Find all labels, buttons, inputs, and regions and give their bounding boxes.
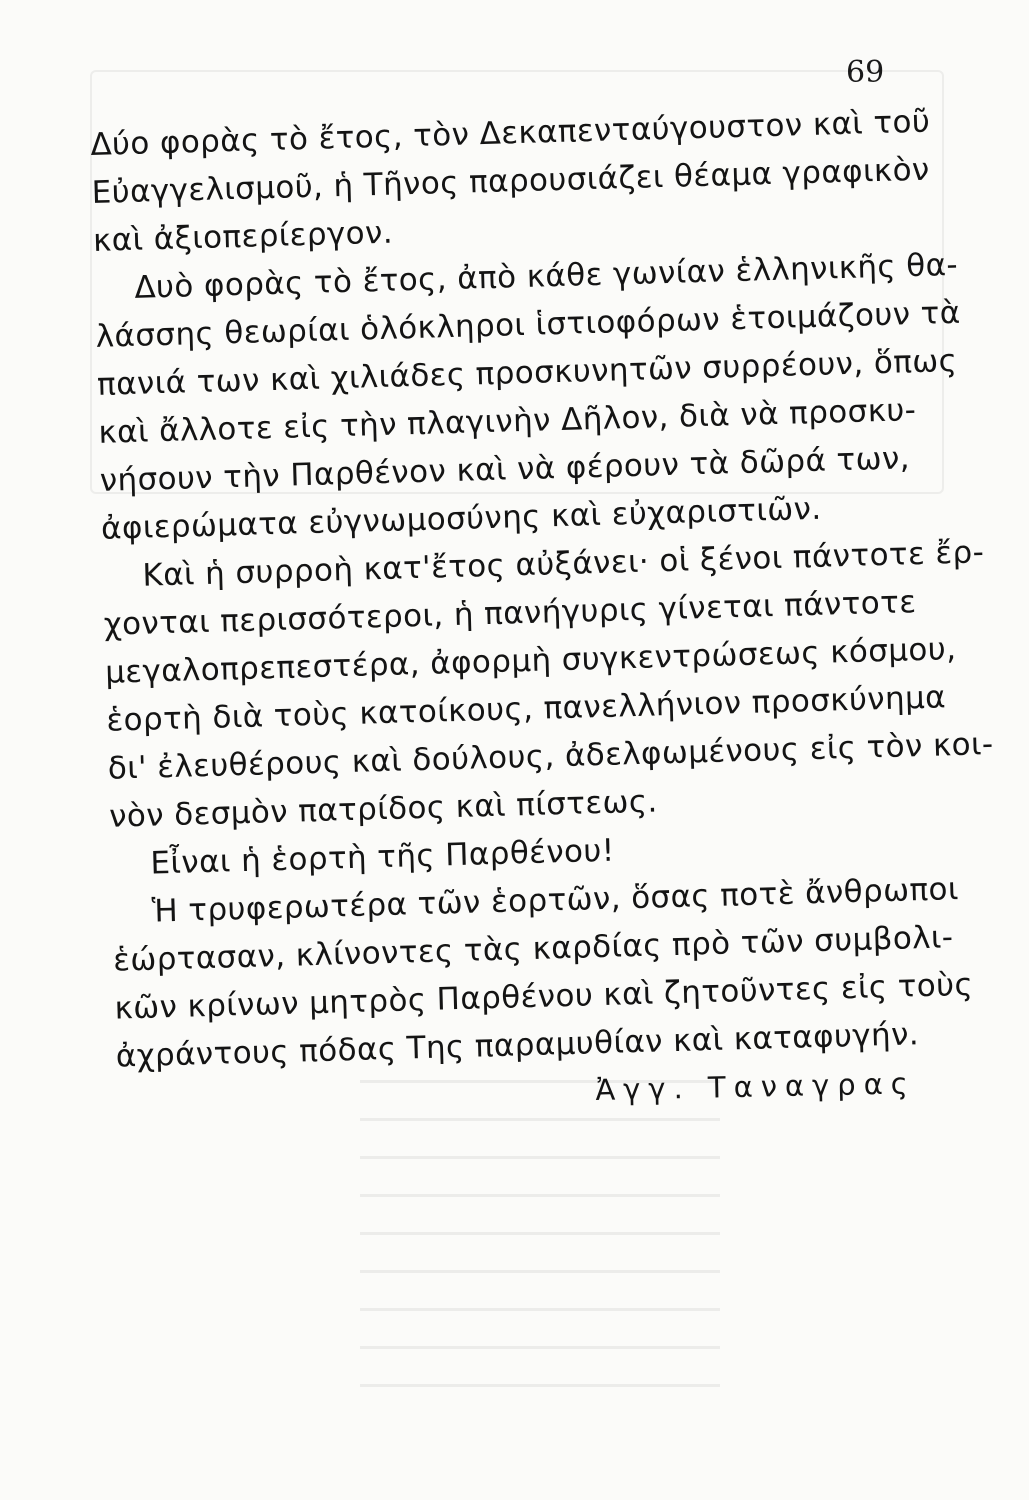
text-line: νήσουν τὴν Παρθένον καὶ νὰ φέρουν τὰ δῶρά των, bbox=[99, 440, 911, 499]
text-line: κῶν κρίνων μητρὸς Παρθένου καὶ ζητοῦντες εἰς τοὺς bbox=[114, 966, 974, 1027]
text-line: Δύο φορὰς τὸ ἔτος, τὸν Δεκαπενταύγουστον καὶ τοῦ bbox=[89, 103, 931, 163]
text-line: χονται περισσότεροι, ἡ πανήγυρις γίνεται πάντοτε bbox=[103, 584, 917, 643]
text-line: Εὐαγγελισμοῦ, ἡ Τῆνος παρουσιάζει θέαμα γραφικὸν bbox=[91, 151, 931, 211]
paragraph-start-line: Καὶ ἡ συρροὴ κατ'ἔτος αὐξάνει· οἱ ξένοι πάντοτε ἔρ- bbox=[141, 534, 985, 594]
text-line: νὸν δεσμὸν πατρίδος καὶ πίστεως. bbox=[108, 783, 659, 835]
text-line: μεγαλοπρεπεστέρα, ἀφορμὴ συγκεντρώσεως κόσμου, bbox=[104, 631, 957, 691]
paragraph-start-line: Ἡ τρυφερωτέρα τῶν ἑορτῶν, ὅσας ποτὲ ἄνθρωποι bbox=[151, 871, 960, 930]
text-line: δι' ἐλευθέρους καὶ δούλους, ἀδελφωμένους εἰς τὸν κοι- bbox=[107, 726, 994, 787]
text-line: ἀχράντους πόδας Της παραμυθίαν καὶ καταφυγήν. bbox=[115, 1016, 920, 1075]
text-line: ἑορτὴ διὰ τοὺς κατοίκους, πανελλήνιον προσκύνημα bbox=[105, 679, 947, 739]
text-line: ἀφιερώματα εὐγνωμοσύνης καὶ εὐχαριστιῶν. bbox=[100, 490, 823, 547]
text-line: ἑώρτασαν, κλίνοντες τὰς καρδίας πρὸ τῶν συμβολι- bbox=[112, 919, 954, 979]
page-number: 69 bbox=[846, 55, 885, 90]
show-through-text bbox=[360, 1080, 720, 1410]
text-line: πανιά των καὶ χιλιάδες προσκυνητῶν συρρέουν, ὅπως bbox=[96, 342, 958, 403]
paragraph-start-line: Δυὸ φορὰς τὸ ἔτος, ἀπὸ κάθε γωνίαν ἑλληνικῆς θα- bbox=[133, 246, 959, 306]
author-signature: Ἀγγ. Ταναγρας bbox=[595, 1066, 917, 1107]
paragraph-start-line: Εἶναι ἡ ἑορτὴ τῆς Παρθένου! bbox=[150, 832, 616, 882]
text-line: καὶ ἄλλοτε εἰς τὴν πλαγινὴν Δῆλον, διὰ νὰ προσκυ- bbox=[97, 392, 917, 451]
body-text bbox=[89, 103, 994, 1089]
text-line: καὶ ἀξιοπερίεργον. bbox=[92, 214, 394, 259]
text-line: λάσσης θεωρίαι ὁλόκληροι ἱστιοφόρων ἑτοιμάζουν τὰ bbox=[95, 294, 962, 355]
